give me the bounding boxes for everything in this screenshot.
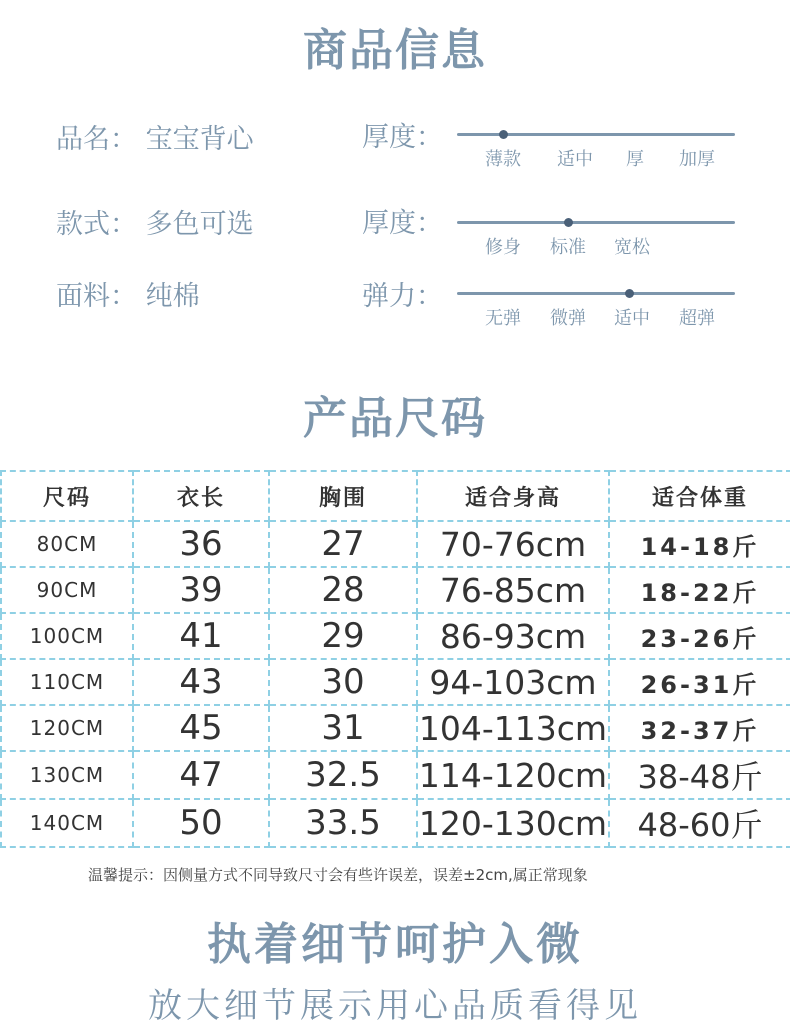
cell-size: 110CM <box>1 659 133 705</box>
cell-height: 70-76cm <box>417 521 609 567</box>
cell-height: 114-120cm <box>417 751 609 799</box>
table-row <box>1 567 790 613</box>
cell-height: 76-85cm <box>417 567 609 613</box>
slider-option: 无弹 <box>485 308 521 329</box>
cell-size: 80CM <box>1 521 133 567</box>
cell-weight: 14-18斤 <box>609 521 790 567</box>
slider-option: 微弹 <box>550 308 586 329</box>
cell-size: 90CM <box>1 567 133 613</box>
slider-option: 适中 <box>557 149 593 170</box>
footer-headline: 执着细节呵护入微 <box>207 919 583 970</box>
cell-weight: 26-31斤 <box>609 659 790 705</box>
cell-length: 43 <box>133 659 269 705</box>
slider-option: 标准 <box>550 237 586 258</box>
header-chest: 胸围 <box>269 471 417 521</box>
cell-chest: 32.5 <box>269 751 417 799</box>
slider-fit <box>457 221 735 281</box>
table-row <box>1 751 790 799</box>
cell-chest: 31 <box>269 705 417 751</box>
cell-chest: 29 <box>269 613 417 659</box>
cell-size: 130CM <box>1 751 133 799</box>
footer-subline: 放大细节展示用心品质看得见 <box>148 986 642 1026</box>
size-table <box>0 470 790 848</box>
cell-height: 104-113cm <box>417 705 609 751</box>
slider-option: 加厚 <box>679 149 715 170</box>
field-fabric-label: 面料： <box>56 281 137 312</box>
header-weight: 适合体重 <box>609 471 790 521</box>
cell-length: 41 <box>133 613 269 659</box>
cell-weight: 32-37斤 <box>609 705 790 751</box>
cell-size: 120CM <box>1 705 133 751</box>
header-height: 适合身高 <box>417 471 609 521</box>
field-style <box>56 202 254 241</box>
cell-chest: 28 <box>269 567 417 613</box>
slider-elasticity <box>457 292 735 352</box>
cell-length: 50 <box>133 799 269 847</box>
cell-size: 140CM <box>1 799 133 847</box>
slider-marker <box>499 130 508 139</box>
cell-height: 94-103cm <box>417 659 609 705</box>
slider-thickness-label: 厚度： <box>362 122 443 153</box>
table-row <box>1 521 790 567</box>
field-fabric-value: 纯棉 <box>145 281 200 312</box>
cell-weight: 18-22斤 <box>609 567 790 613</box>
slider-marker <box>564 218 573 227</box>
size-chart-title: 产品尺码 <box>303 393 487 444</box>
size-tip: 温馨提示：因侧量方式不同导致尺寸会有些许误差，误差±2cm,属正常现象 <box>88 866 588 884</box>
field-style-value: 多色可选 <box>145 209 254 240</box>
slider-elasticity-label: 弹力： <box>362 281 443 312</box>
cell-size: 100CM <box>1 613 133 659</box>
cell-chest: 30 <box>269 659 417 705</box>
cell-weight: 38-48斤 <box>609 751 790 799</box>
slider-track <box>457 292 735 295</box>
slider-fit-label: 厚度： <box>362 208 443 239</box>
table-header-row <box>1 471 790 521</box>
cell-height: 120-130cm <box>417 799 609 847</box>
cell-chest: 27 <box>269 521 417 567</box>
product-info-title: 商品信息 <box>303 25 487 76</box>
field-name <box>56 117 254 156</box>
slider-track <box>457 221 735 224</box>
table-row <box>1 705 790 751</box>
cell-weight: 48-60斤 <box>609 799 790 847</box>
table-row <box>1 799 790 847</box>
cell-length: 47 <box>133 751 269 799</box>
cell-weight: 23-26斤 <box>609 613 790 659</box>
slider-option: 适中 <box>614 308 650 329</box>
cell-height: 86-93cm <box>417 613 609 659</box>
slider-option: 宽松 <box>614 237 650 258</box>
slider-option: 超弹 <box>679 308 715 329</box>
slider-option: 修身 <box>485 237 521 258</box>
slider-option: 薄款 <box>485 149 521 170</box>
cell-length: 45 <box>133 705 269 751</box>
field-name-label: 品名： <box>56 124 137 155</box>
field-fabric <box>56 274 200 313</box>
cell-chest: 33.5 <box>269 799 417 847</box>
table-row <box>1 613 790 659</box>
slider-marker <box>625 289 634 298</box>
slider-thickness <box>457 133 735 193</box>
slider-option: 厚 <box>626 149 644 170</box>
field-style-label: 款式： <box>56 209 137 240</box>
header-length: 衣长 <box>133 471 269 521</box>
cell-length: 39 <box>133 567 269 613</box>
table-row <box>1 659 790 705</box>
cell-length: 36 <box>133 521 269 567</box>
field-name-value: 宝宝背心 <box>145 124 254 155</box>
header-size: 尺码 <box>1 471 133 521</box>
